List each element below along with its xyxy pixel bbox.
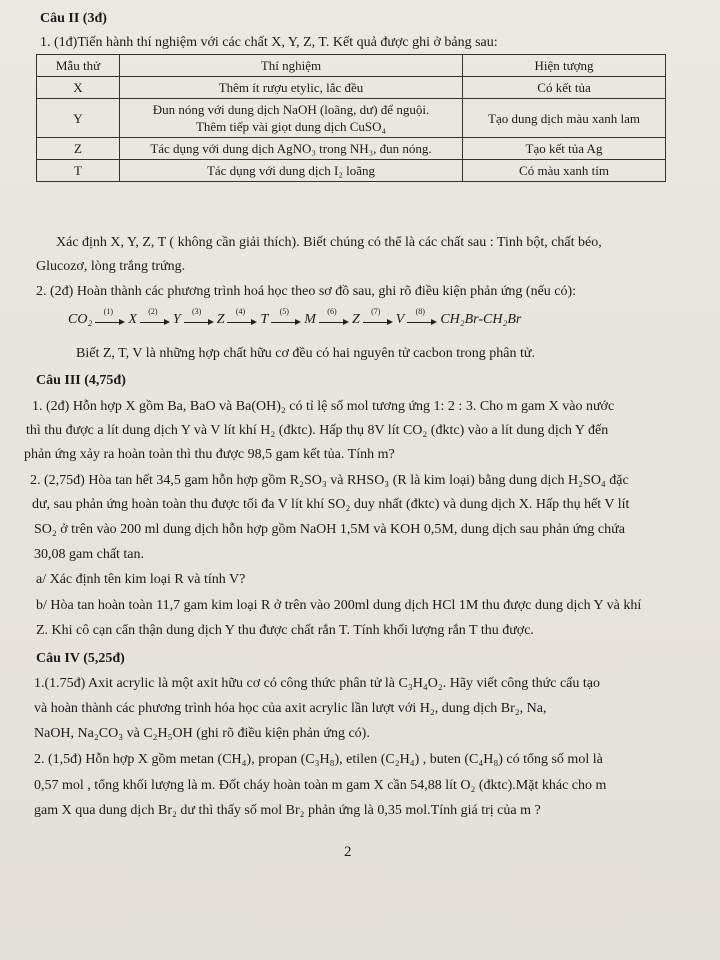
q3-part1-line: 1. (2đ) Hỗn hợp X gồm Ba, BaO và Ba(OH)₂ có tỉ lệ số mol tương ứng 1: 2 : 3. Cho m gam X vào nước — [32, 399, 615, 414]
reaction-arrow — [95, 306, 125, 327]
q3-part2-line: SO₂ ở trên vào 200 ml dung dịch hỗn hợp gồm NaOH 1,5M và KOH 0,5M, dung dịch sau phản ứng chứa — [34, 522, 625, 537]
scheme-species: CO₂ — [68, 312, 93, 327]
cell-experiment-line: Thêm tiếp vài giọt dung dịch CuSO₄ — [195, 119, 387, 134]
scheme-species: CH₂Br-CH₂Br — [440, 312, 522, 327]
q4-part2-line: gam X qua dung dịch Br₂ dư thì thấy số mol Br₂ phản ứng là 0,35 mol.Tính giá trị của m ? — [34, 803, 541, 818]
header-result: Hiện tượng — [463, 55, 666, 77]
reaction-arrow — [319, 306, 349, 327]
heading-cau-ii: Câu II (3đ) — [40, 11, 107, 26]
scheme-species: Z — [351, 312, 360, 327]
scheme-species: M — [304, 312, 316, 327]
cell-experiment: Thêm ít rượu etylic, lắc đều — [120, 77, 463, 99]
q4-part1-line: NaOH, Na₂CO₃ và C₂H₅OH (ghi rõ điều kiện phản ứng có). — [34, 726, 370, 741]
q4-part2-line: 2. (1,5đ) Hỗn hợp X gồm metan (CH₄), propan (C₃H₈), etilen (C₂H₄) , buten (C₄H₈) có tổng số mol là — [34, 752, 603, 767]
cell-sample: Y — [37, 99, 120, 138]
cell-experiment: Tác dụng với dung dịch I₂ loãng — [120, 160, 463, 182]
reaction-arrow — [363, 306, 393, 327]
q2-part2-intro: 2. (2đ) Hoàn thành các phương trình hoá học theo sơ đồ sau, ghi rõ điều kiện phản ứng (nếu có): — [36, 284, 577, 299]
reaction-arrow — [407, 306, 437, 327]
cell-experiment — [120, 99, 463, 138]
q4-part1-line: và hoàn thành các phương trình hóa học của axit acrylic lần lượt với H₂, dung dịch Br₂, Na, — [34, 701, 547, 716]
scheme-species: V — [395, 312, 405, 327]
cell-result: Tạo kết tủa Ag — [463, 138, 666, 160]
step-label: (4) — [235, 306, 246, 316]
q3-part2a: a/ Xác định tên kim loại R và tính V? — [36, 572, 246, 587]
q3-part2-line: 2. (2,75đ) Hòa tan hết 34,5 gam hỗn hợp gồm R₂SO₃ và RHSO₃ (R là kim loại) bằng dung dịch H₂SO₄ đặc — [30, 473, 629, 488]
step-label: (6) — [327, 306, 337, 316]
cell-result: Có màu xanh tím — [463, 160, 666, 182]
q3-part1-line: phản ứng xảy ra hoàn toàn thì thu được 98,5 gam kết tủa. Tính m? — [24, 447, 395, 462]
scheme-species: T — [260, 312, 269, 327]
q3-part2b-line: Z. Khi cô cạn cẩn thận dung dịch Y thu được chất rắn T. Tính khối lượng rắn T thu được. — [36, 623, 534, 638]
cell-result: Tạo dung dịch màu xanh lam — [463, 99, 666, 138]
q2-part2-note: Biết Z, T, V là những hợp chất hữu cơ đều có hai nguyên tử cacbon trong phân tử. — [76, 346, 535, 361]
reaction-arrow — [184, 306, 214, 327]
heading-cau-iv: Câu IV (5,25đ) — [36, 651, 125, 666]
experiment-table — [36, 54, 666, 182]
q3-part2-line: dư, sau phản ứng hoàn toàn thu được tối đa V lít khí SO₂ duy nhất (đktc) và dung dịch X. Hấp thụ hết V lít — [32, 497, 630, 512]
step-label: (7) — [371, 306, 381, 316]
q3-part2-line: 30,08 gam chất tan. — [34, 547, 145, 562]
reaction-scheme — [68, 306, 522, 328]
q3-part1-line: thì thu được a lít dung dịch Y và V lít khí H₂ (đktc). Hấp thụ 8V lít CO₂ (đktc) vào a lít dung dịch Y đến — [26, 423, 609, 438]
q4-part2-line: 0,57 mol , tổng khối lượng là m. Đốt cháy hoàn toàn m gam X cần 54,88 lít O₂ (đktc).Mặt khác cho m — [34, 778, 607, 793]
cell-result: Có kết tủa — [463, 77, 666, 99]
page-number: 2 — [344, 844, 352, 860]
cell-sample: Z — [37, 138, 120, 160]
table-row — [37, 138, 666, 160]
scheme-species: Z — [216, 312, 225, 327]
cell-experiment-line: Đun nóng với dung dịch NaOH (loãng, dư) để nguội. — [152, 102, 430, 117]
table-row — [37, 160, 666, 182]
scheme-species: Y — [172, 312, 181, 327]
reaction-arrow — [140, 306, 170, 327]
step-label: (2) — [148, 306, 158, 316]
q2-part1-note: Glucozơ, lòng trắng trứng. — [36, 259, 186, 274]
table-row — [37, 99, 666, 138]
heading-cau-iii: Câu III (4,75đ) — [36, 373, 126, 388]
reaction-arrow — [227, 306, 257, 327]
cell-sample: T — [37, 160, 120, 182]
q4-part1-line: 1.(1.75đ) Axit acrylic là một axit hữu cơ có công thức phân tử là C₃H₄O₂. Hãy viết công thức cấu tạo — [34, 676, 600, 691]
header-experiment: Thí nghiệm — [120, 55, 463, 77]
header-sample: Mẫu thử — [37, 55, 120, 77]
step-label: (3) — [192, 306, 202, 316]
table-row — [37, 77, 666, 99]
q2-part1-note: Xác định X, Y, Z, T ( không cần giải thích). Biết chúng có thể là các chất sau : Tinh bột, chất béo, — [56, 235, 602, 250]
reaction-arrow — [271, 306, 301, 327]
q2-part1-intro: 1. (1đ)Tiến hành thí nghiệm với các chất X, Y, Z, T. Kết quả được ghi ở bảng sau: — [40, 35, 498, 50]
step-label: (1) — [103, 306, 113, 316]
step-label: (5) — [279, 306, 289, 316]
q3-part2b-line: b/ Hòa tan hoàn toàn 11,7 gam kim loại R ở trên vào 200ml dung dịch HCl 1M thu được dung dịch Y và khí — [36, 598, 642, 613]
table-header-row — [37, 55, 666, 77]
cell-sample: X — [37, 77, 120, 99]
scheme-species: X — [128, 312, 137, 327]
step-label: (8) — [415, 306, 425, 316]
cell-experiment: Tác dụng với dung dịch AgNO₃ trong NH₃, đun nóng. — [120, 138, 463, 160]
